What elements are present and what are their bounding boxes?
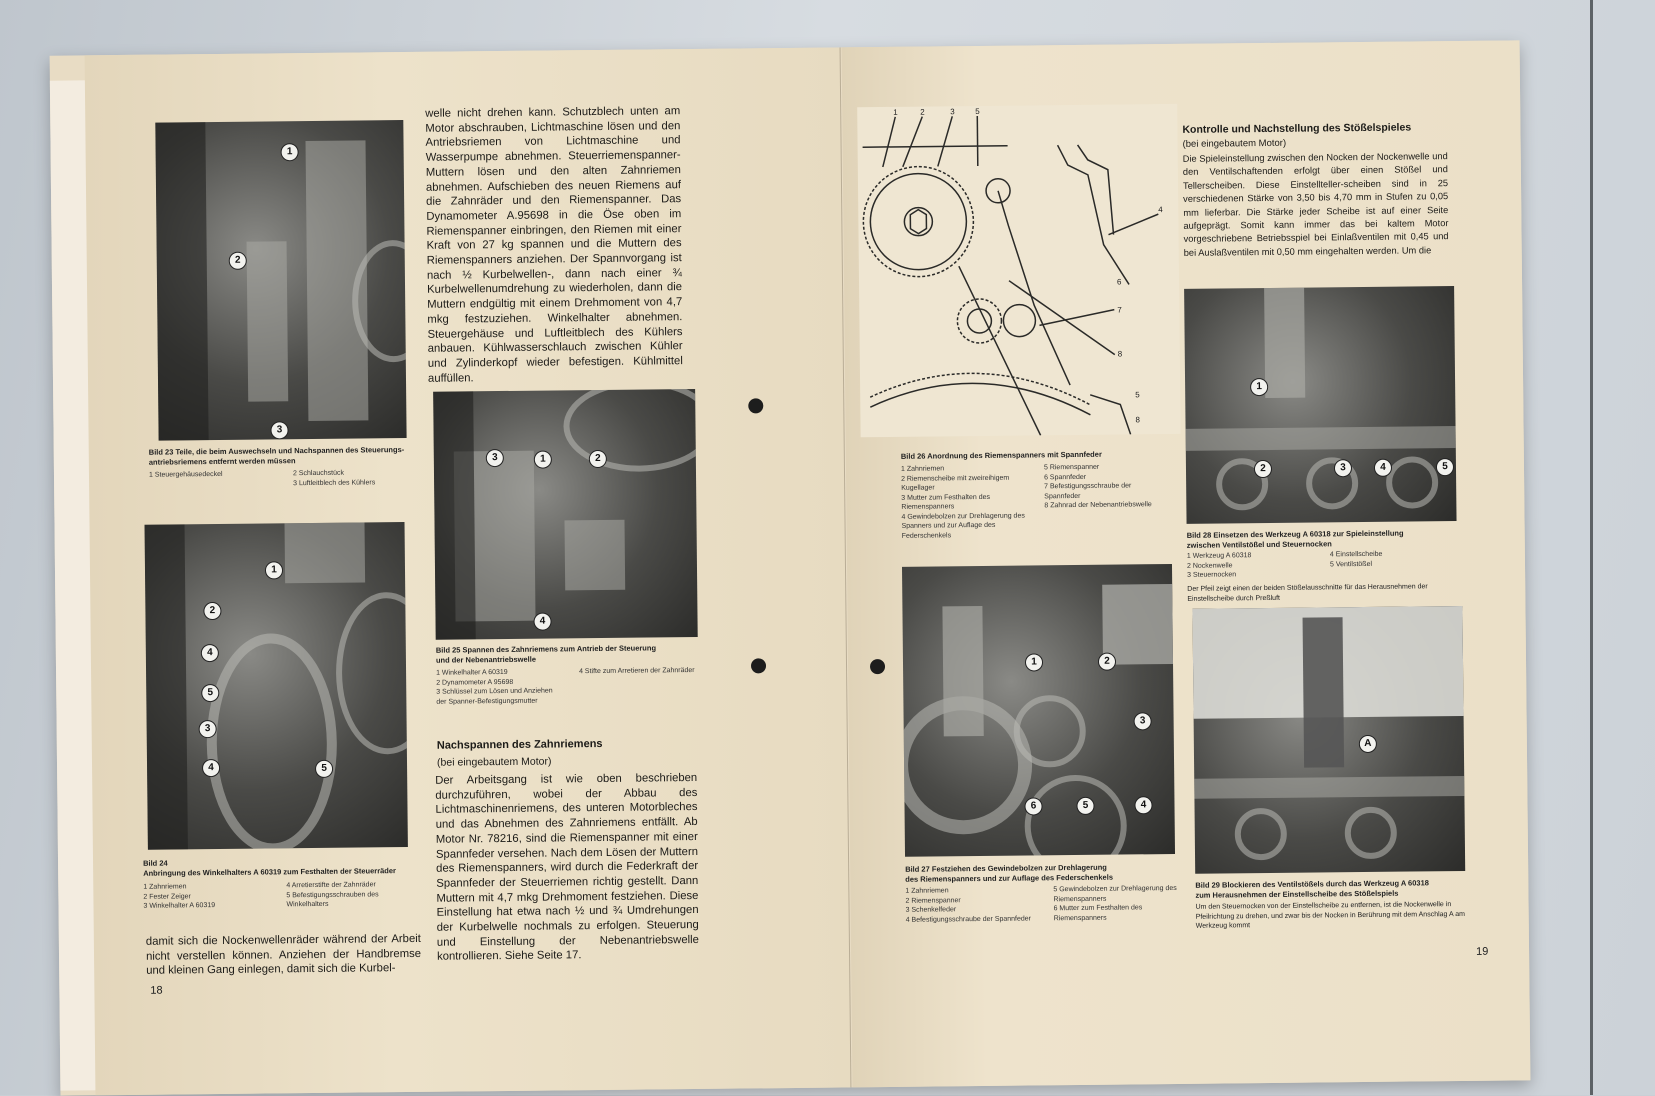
fig29-note: Um den Steuernocken von der Einstellscheibe zu entfernen, ist die Nockenwelle in Pfeilrichtung zu drehen, und zwar bis der Nocken in Berührung mit dem Anschlag A am Werkzeug kommt [1195,901,1465,930]
fig27-marker: 4 [1134,796,1152,814]
fig27-marker: 3 [1134,712,1152,730]
fig28-marker: 5 [1436,458,1454,476]
fig26-caption-title: Bild 26 Anordnung des Riemenspanners mit Spannfeder [900,449,1102,461]
right-page [842,40,1531,1087]
fig24-legend-item: 2 Fester Zeiger [143,892,191,901]
fig27-marker: 6 [1024,797,1042,815]
fig24-marker: 4 [202,759,220,777]
fig26-label: 1 [893,107,898,117]
page-number-right: 19 [1475,945,1489,958]
fig25-caption-title: Bild 25 Spannen des Zahnriemens zum Antrieb der Steuerung [435,643,657,655]
bottom-text: damit sich die Nockenwellenräder während der Arbeit nicht verstellen können. Anziehen der Handbremse und kleinen Gang einlegen, damit sich die Kurbel- [145,932,422,978]
fig26-legend-item: 3 Mutter zum Festhalten des Riemenspanners [901,493,991,511]
fig24-legend [143,880,403,911]
fig28-legend-item: 1 Werkzeug A 60318 [1186,552,1252,560]
fig24-marker: 4 [201,644,219,662]
fig28-legend-item: 2 Nockenwelle [1186,561,1233,570]
fig24-caption [143,856,413,879]
fig26-label: 8 [1135,415,1140,425]
fig27-legend-item: 5 Gewindebolzen zur Drehlagerung des Riemenspanners [1053,884,1177,903]
fig29-photo [1192,606,1465,874]
fig28-caption-line2: zwischen Ventilstößel und Steuernocken [1186,539,1332,550]
fig28-marker: 4 [1374,459,1392,477]
fig23-legend [149,468,419,490]
fig25-legend [436,666,696,707]
fig25-legend-item: 1 Winkelhalter A 60319 [436,668,508,677]
fig24-caption-line2: Anbringung des Winkelhalters A 60319 zum Festhalten der Steuerräder [143,866,396,878]
fig24-legend-item: 4 Arretierstifte der Zahnräder [286,881,376,890]
fig26-legend-col1 [901,464,1027,541]
fig24-marker: 1 [265,561,283,579]
fig28-legend-item: 4 Einstellscheibe [1329,550,1383,559]
punch-hole [748,398,763,413]
fig27-legend [905,884,1175,925]
fig26-label: 7 [1117,305,1122,315]
fig25-legend-col1 [436,667,561,706]
fig25-marker: 1 [534,450,552,468]
fig28-legend [1187,549,1447,580]
fig23-marker: 1 [281,143,299,161]
fig23-marker: 3 [270,421,288,439]
fig28-note: Der Pfeil zeigt einen der beiden Stößelausschnitte für das Herausnehmen der Einstellscheibe durch Preßluft [1187,583,1428,603]
fig24-photo [145,522,408,850]
fig26-diagram [857,104,1180,437]
fig26-caption [901,449,1181,462]
fig25-legend-item: 3 Schlüssel zum Lösen und Anziehen der Spanner-Befestigungsmutter [436,687,553,706]
fig28-photo [1184,286,1456,524]
fig26-legend [901,462,1162,541]
fig24-marker: 3 [199,720,217,738]
fig29-caption-title: Bild 29 Blockieren des Ventilstößels durch das Werkzeug A 60318 [1195,878,1429,890]
stoessel-text: Die Spieleinstellung zwischen den Nocken der Nockenwelle und den Ventilschaftenden erfolgt über einen Stößel und Tellerscheiben. Diese Einstellteller-scheiben sind in 25 verschiedenen Stärke von 3,50 bis 4,70 mm in Stufen zu 0,05 mm lieferbar. Die Stärke jeder Scheibe ist auf einer Seite aufgeprägt. Somit kann immer das bei kaltem Motor vorgeschriebene Betriebsspiel bei Einlaßventilen mit 0,45 und bei Auslaßventilen mit 0,50 mm eingehalten werden. Um die [1182,151,1449,258]
fig25-legend-item: 2 Dynamometer A 95698 [436,678,514,687]
fig23-legend-item: 1 Steuergehäusedeckel [148,470,223,479]
fig28-caption-title: Bild 28 Einsetzen des Werkzeug A 60318 zur Spieleinstellung [1186,528,1404,540]
section-text: Der Arbeitsgang ist wie oben beschrieben durchzuführen, wobei der Abbau des Lichtmaschinenriemens, des unteren Motorbleches und das Abnehmen des Zahnriemens entfällt. Ab Motor Nr. 78216, sind die Riemenspanner mit einer Spannfeder versehen. Nach dem Lösen der Muttern des Riemenspanners, wird durch die Federkraft der Spannfeder der Steuerriemen richtig gestellt. Dann Muttern mit 4,7 mkg Drehmoment festziehen. Diese Einstellung hat etwa nach ½ und ¾ Umdrehungen der Kurbelwelle nochmals zu erfolgen. Steuerung und Einstellung der Nebenantriebswelle kontrollieren. Siehe Seite 17. [435,771,699,964]
fig27-caption-line2: des Riemenspanners und zur Auflage des Federschenkels [905,872,1114,884]
fig24-legend-item: 5 Befestigungsschrauben des Winkelhalters [286,890,379,909]
fig26-legend-col2 [1044,462,1170,539]
intro-text: welle nicht drehen kann. Schutzblech unten am Motor abschrauben, Lichtmaschine lösen und den Antriebsriemen von Lichtmaschine und Wasserpumpe abnehmen. Steuerriemenspanner-Muttern lösen und den alten Zahnriemen abnehmen. Aufschieben des neuen Riemens auf die Zahnräder und den Riemenspanner. Das Dynamometer A.95698 in die Öse oben im Riemenspanner einbringen, den Riemen mit einer Kraft von 27 kg spannen und die Muttern des Riemenspanners anziehen. Der Spannvorgang ist nach ½ Kurbelwellen-, dann nach einer ¾ Kurbelwellenumdrehung zu wiederholen, dann die Muttern endgültig mit einem Drehmoment von 4,7 mkg festzuziehen. Winkelhalter abnehmen. Steuergehäuse und Luftleitblech des Kühlers anbauen. Kühlwasserschlauch zwischen Kühler und Zylinderkopf wieder befestigen. Kühlmittel auffüllen. [425,105,683,385]
fig23-caption [149,445,419,468]
fig27-marker: 1 [1025,653,1043,671]
fig26-label: 8 [1117,349,1123,359]
fig28-legend-col1 [1187,551,1312,581]
fig26-legend-item: 4 Gewindebolzen zur Drehlagerung des Spanners und zur Auflage des Federschenkels [901,512,1025,540]
fig24-legend-item: 1 Zahnriemen [143,883,187,891]
stoessel-subheading: (bei eingebautem Motor) [1182,137,1287,150]
fig26-legend-item: 7 Befestigungsschraube der Spannfeder [1044,482,1132,500]
fig23-caption-title: Bild 23 Teile, die beim Auswechseln und Nachspannen des Steuerungs- [148,445,405,457]
fig28-marker: 1 [1250,378,1268,396]
fig23-legend-item: 3 Luftleitblech des Kühlers [293,478,376,487]
fig23-marker: 2 [229,252,247,270]
fig27-legend-item: 6 Mutter zum Festhalten des Riemenspanners [1053,904,1143,922]
fig28-legend-col2 [1330,549,1455,579]
fig27-caption-title: Bild 27 Festziehen des Gewindebolzen zur Drehlagerung [905,862,1107,874]
fig23-caption-line2: antriebsriemens entfernt werden müssen [148,456,296,467]
fig24-legend-col1 [143,881,268,911]
fig28-legend-item: 5 Ventilstößel [1329,560,1373,568]
fig27-legend-col1 [905,885,1035,924]
fig27-marker: 5 [1076,797,1094,815]
fig25-caption-line2: und der Nebenantriebswelle [435,654,537,665]
left-page [85,47,852,1095]
stoessel-heading: Kontrolle und Nachstellung des Stößelspieles [1182,121,1412,136]
punch-hole [751,658,766,673]
fig27-photo [902,564,1175,857]
fig25-photo [433,389,698,640]
fig24-marker: 5 [201,684,219,702]
fig24-legend-col2 [286,880,411,910]
fig26-label: 2 [920,107,925,117]
punch-hole [870,659,885,674]
fig23-photo [155,120,406,441]
fig28-legend-item: 3 Steuernocken [1187,571,1237,579]
fig26-label: 5 [1135,390,1140,400]
fig25-legend-item: 4 Stifte zum Arretieren der Zahnräder [579,667,695,676]
open-booklet [50,40,1531,1095]
fig26-legend-item: 6 Spannfeder [1044,473,1087,481]
fig26-label: 6 [1116,277,1122,287]
fig29-caption [1195,878,1475,901]
fig28-marker: 2 [1254,460,1272,478]
fig24-caption-title: Bild 24 [143,858,168,868]
fig27-legend-item: 2 Riemenspanner [905,896,961,905]
fig26-label: 5 [975,106,980,117]
page-number-left: 18 [150,984,163,997]
fig26-legend-item: 5 Riemenspanner [1043,463,1100,472]
fig23-legend-item: 2 Schlauchstück [292,469,345,478]
desk-edge [1590,0,1593,1095]
fig27-caption [905,862,1185,885]
fig28-marker: 3 [1334,459,1352,477]
fig26-legend-item: 1 Zahnriemen [900,465,945,473]
fig27-legend-col2 [1053,884,1183,923]
fig24-legend-item: 3 Winkelhalter A 60319 [143,902,216,910]
section-subheading: (bei eingebautem Motor) [436,755,552,769]
fig27-legend-item: 4 Befestigungsschraube der Spannfeder [905,914,1032,924]
fig25-marker: 2 [589,450,607,468]
fig24-marker: 2 [203,602,221,620]
fig24-marker: 5 [315,760,333,778]
fig25-marker: 4 [533,613,551,631]
fig27-legend-item: 3 Schenkelfeder [905,906,957,914]
fig29-caption-line2: zum Herausnehmen der Einstellscheibe des Stößelspiels [1195,888,1399,900]
fig25-caption [436,643,706,666]
section-heading: Nachspannen des Zahnriemens [436,737,603,752]
fig26-legend-item: 8 Zahnrad der Nebenantriebswelle [1044,501,1152,510]
fig25-marker: 3 [486,449,504,467]
fig28-caption [1187,528,1467,551]
fig27-legend-item: 1 Zahnriemen [905,887,949,895]
fig26-label: 3 [950,107,955,117]
fig26-label: 4 [1158,205,1163,215]
fig27-marker: 2 [1098,653,1116,671]
fig29-marker: A [1359,735,1377,753]
fig26-legend-item: 2 Riemenscheibe mit zweireihigem Kugellager [901,474,1010,492]
